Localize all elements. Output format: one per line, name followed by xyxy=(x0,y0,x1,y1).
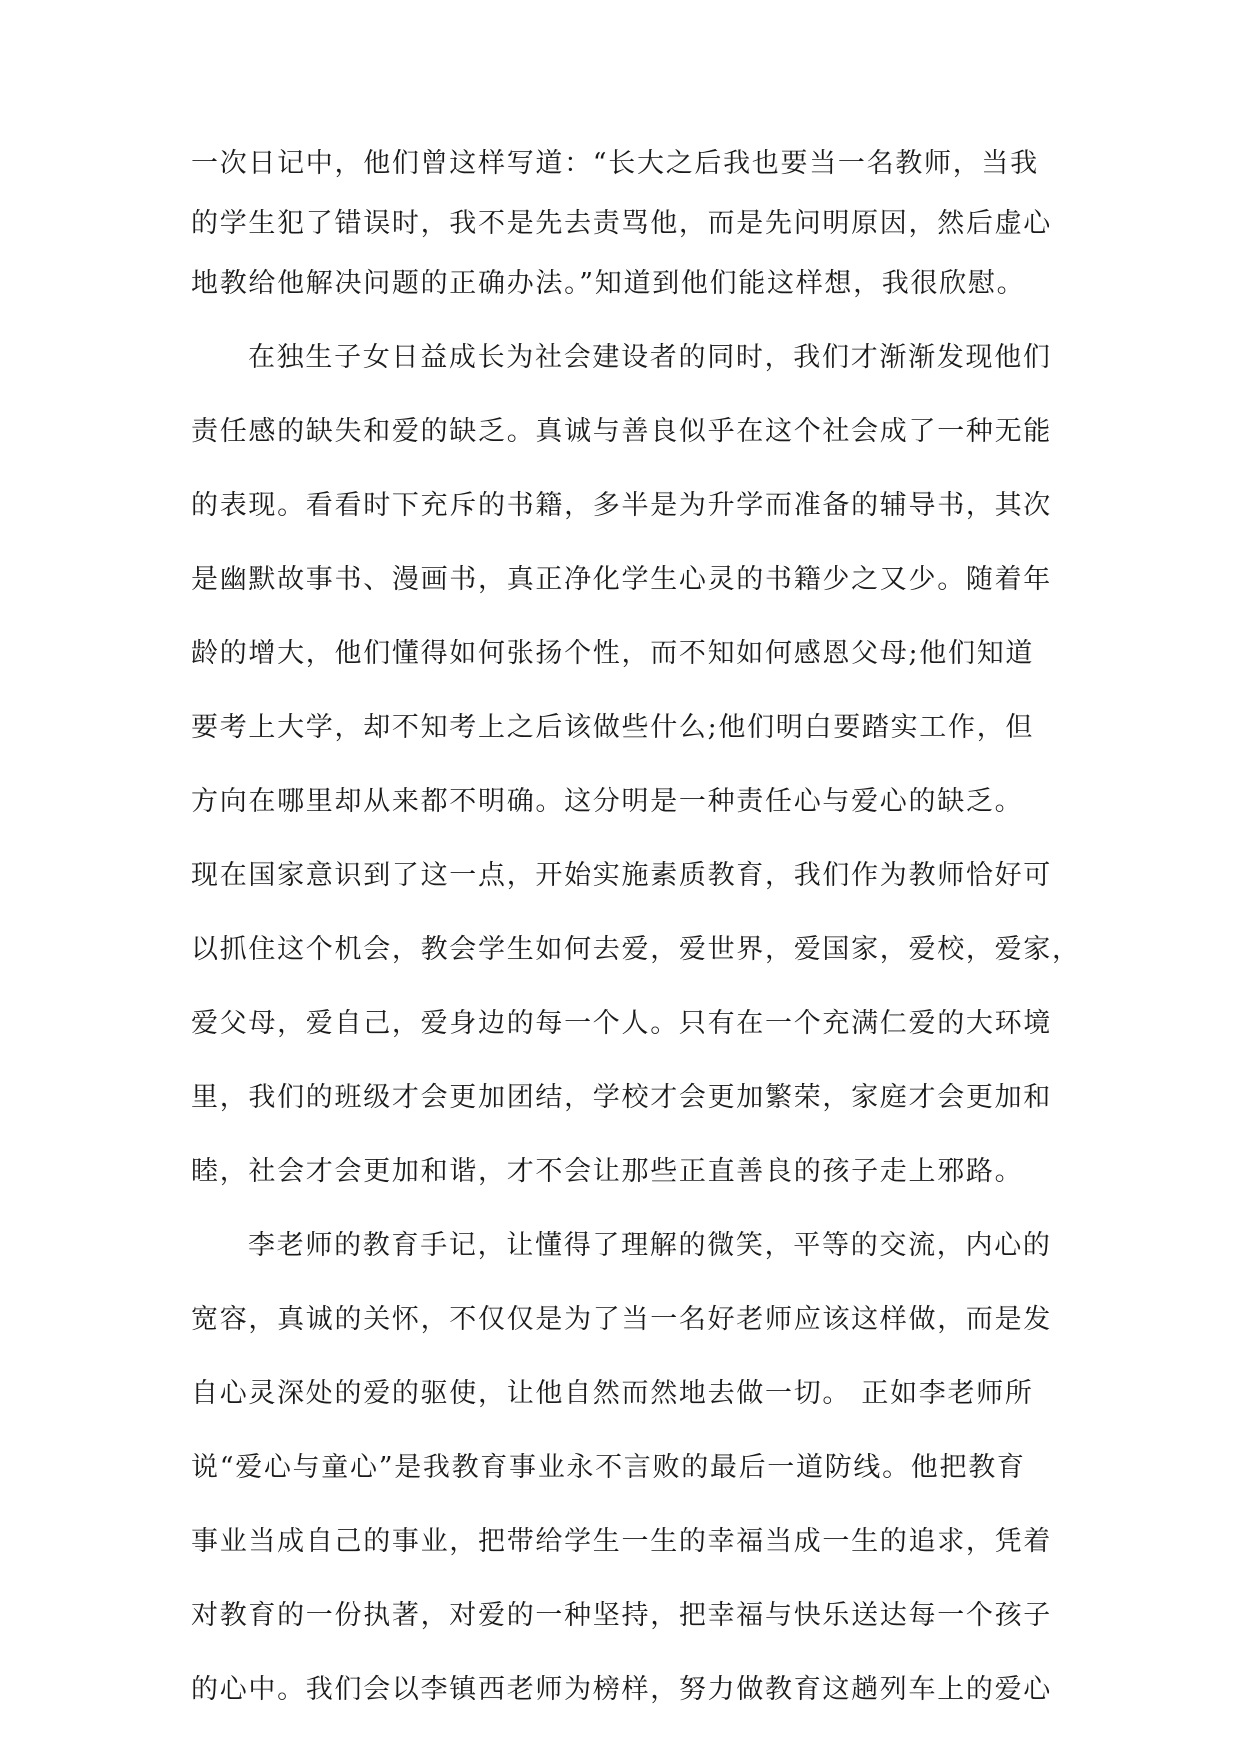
text-line: 对教育的一份执著，对爱的一种坚持，把幸福与快乐送达每一个孩子 xyxy=(191,1600,1052,1631)
paragraph-start-line: 李老师的教育手记，让懂得了理解的微笑，平等的交流，内心的 xyxy=(248,1230,1052,1261)
text-line: 龄的增大，他们懂得如何张扬个性，而不知如何感恩父母;他们知道 xyxy=(191,638,1035,669)
text-line: 责任感的缺失和爱的缺乏。真诚与善良似乎在这个社会成了一种无能 xyxy=(191,416,1052,447)
text-line: 爱父母，爱自己，爱身边的每一个人。只有在一个充满仁爱的大环境 xyxy=(191,1008,1052,1039)
text-line: 说“爱心与童心”是我教育事业永不言败的最后一道防线。他把教育 xyxy=(191,1452,1026,1483)
text-line: 里，我们的班级才会更加团结，学校才会更加繁荣，家庭才会更加和 xyxy=(191,1082,1052,1113)
text-line: 的学生犯了错误时，我不是先去责骂他，而是先问明原因，然后虚心 xyxy=(191,208,1052,239)
text-line: 事业当成自己的事业，把带给学生一生的幸福当成一生的追求，凭着 xyxy=(191,1526,1052,1557)
text-line: 宽容，真诚的关怀，不仅仅是为了当一名好老师应该这样做，而是发 xyxy=(191,1304,1052,1335)
text-line: 睦，社会才会更加和谐，才不会让那些正直善良的孩子走上邪路。 xyxy=(191,1156,1024,1187)
text-line: 自心灵深处的爱的驱使，让他自然而然地去做一切。 正如李老师所 xyxy=(191,1378,1034,1409)
text-line: 是幽默故事书、漫画书，真正净化学生心灵的书籍少之又少。随着年 xyxy=(191,564,1052,595)
text-line: 地教给他解决问题的正确办法。”知道到他们能这样想，我很欣慰。 xyxy=(191,268,1026,299)
text-line: 要考上大学，却不知考上之后该做些什么;他们明白要踏实工作，但 xyxy=(191,712,1035,743)
text-line: 一次日记中，他们曾这样写道：“长大之后我也要当一名教师，当我 xyxy=(191,148,1039,179)
text-line: 方向在哪里却从来都不明确。这分明是一种责任心与爱心的缺乏。 xyxy=(191,786,1024,817)
text-line: 以抓住这个机会，教会学生如何去爱，爱世界，爱国家，爱校，爱家， xyxy=(191,934,1081,965)
text-line: 现在国家意识到了这一点，开始实施素质教育，我们作为教师恰好可 xyxy=(191,860,1052,891)
text-line: 的表现。看看时下充斥的书籍，多半是为升学而准备的辅导书，其次 xyxy=(191,490,1052,521)
text-line: 的心中。我们会以李镇西老师为榜样，努力做教育这趟列车上的爱心 xyxy=(191,1674,1052,1705)
paragraph-start-line: 在独生子女日益成长为社会建设者的同时，我们才渐渐发现他们 xyxy=(248,342,1052,373)
